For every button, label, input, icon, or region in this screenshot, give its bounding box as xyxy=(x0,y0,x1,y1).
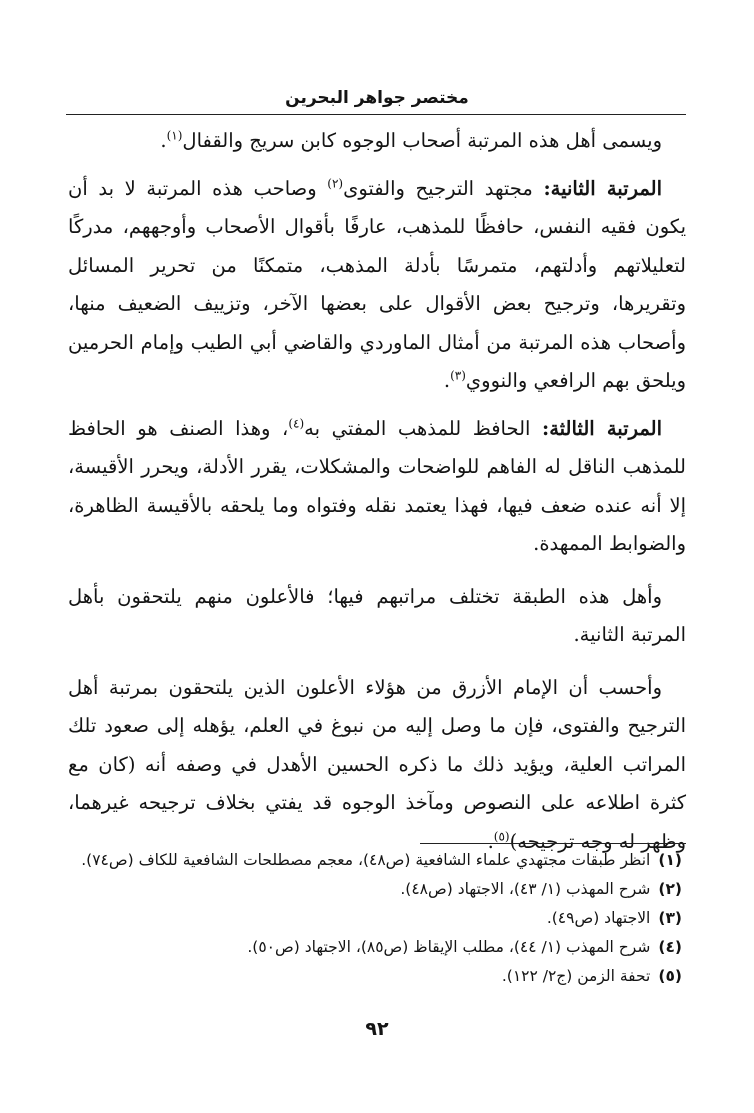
footnote-ref-1: (١) xyxy=(166,128,183,143)
paragraph-2-text-1: مجتهد الترجيح والفتوى xyxy=(343,176,544,200)
paragraph-5-text: وأحسب أن الإمام الأزرق من هؤلاء الأعلون الذين يلتحقون بمرتبة أهل الترجيح والفتوى، فإن ما وصل إليه من نبوغ في العلم، يؤهله إلى صعود تلك المراتب العلية، ويؤيد ذلك ما ذكره الحسين الأهدل في وصفه أنه (كان مع كثرة اطلاعه على النصوص ومآخذ الوجوه قد يفتي بخلاف ترجيحه غيرهما، وظهر له وجه ترجيحه) xyxy=(68,675,686,853)
paragraph-4 xyxy=(68,578,686,655)
footnote-text: تحفة الزمن (ج٢/ ١٢٢). xyxy=(501,967,651,985)
paragraph-2 xyxy=(68,170,686,401)
footnote-number: (١) xyxy=(658,851,682,869)
footnote-item xyxy=(68,904,686,933)
paragraph-5 xyxy=(68,669,686,862)
footnote-number: (٤) xyxy=(658,938,682,956)
paragraph-1-end: . xyxy=(160,129,167,152)
footnote-ref-5: (٥) xyxy=(493,829,510,843)
paragraph-1-text: ويسمى أهل هذه المرتبة أصحاب الوجوه كابن سريج والقفال xyxy=(182,129,662,152)
footnotes xyxy=(68,846,686,991)
footnote-number: (٥) xyxy=(658,967,682,985)
footnote-item xyxy=(68,962,686,991)
paragraph-2-end: . xyxy=(443,369,451,392)
footnote-ref-2: (٢) xyxy=(327,176,344,190)
footnote-text: الاجتهاد (ص٤٩). xyxy=(546,909,651,927)
page-number: ٩٢ xyxy=(365,1018,389,1040)
rank-three-heading: المرتبة الثالثة: xyxy=(542,416,662,440)
header-rule xyxy=(66,114,686,115)
body-text xyxy=(68,122,686,861)
paragraph-3-text-1: الحافظ للمذهب المفتي به xyxy=(304,416,543,440)
rank-two-heading: المرتبة الثانية: xyxy=(543,176,662,200)
running-header: مختصر جواهر البحرين xyxy=(285,88,469,108)
footnote-number: (٢) xyxy=(658,880,682,898)
footnote-rule xyxy=(420,843,686,844)
footnote-text: انظر طبقات مجتهدي علماء الشافعية (ص٤٨)، معجم مصطلحات الشافعية للكاف (ص٧٤). xyxy=(81,851,651,869)
footnote-item xyxy=(68,875,686,904)
footnote-ref-3: (٣) xyxy=(450,368,466,383)
footnote-item xyxy=(68,846,686,875)
paragraph-3-text-2: ، وهذا الصنف هو الحافظ للمذهب الناقل له الفاهم للواضحات والمشكلات، يقرر الأدلة، ويحرر الأقيسة، إلا أنه عنده ضعف فيها، فهذا يعتمد نقله وفتواه وما يلحقه بالأقيسة الظاهرة، والضوابط الممهدة. xyxy=(68,416,686,555)
footnote-text: شرح المهذب (١/ ٤٤)، مطلب الإيقاظ (ص٨٥)، الاجتهاد (ص٥٠). xyxy=(247,938,651,956)
footnote-text: شرح المهذب (١/ ٤٣)، الاجتهاد (ص٤٨). xyxy=(400,880,651,898)
paragraph-4-text: وأهل هذه الطبقة تختلف مراتبهم فيها؛ فالأعلون منهم يلتحقون بأهل المرتبة الثانية. xyxy=(68,584,686,646)
paragraph-2-text-2: وصاحب هذه المرتبة لا بد أن يكون فقيه النفس، حافظًا للمذهب، عارفًا بأقوال الأصحاب وأوجههم، مدركًا لتعليلاتهم وأدلتهم، متمرسًا بأدلة المذهب، متمكنًا من تحرير المسائل وتقريرها، وترجيح بعض الأقوال على بعضها الآخر، وتزييف الضعيف منها، وأصحاب هذه المرتبة من أمثال الماوردي والقاضي أبي الطيب وإمام الحرمين ويلحق بهم الرافعي والنووي xyxy=(68,176,686,392)
footnote-ref-4: (٤) xyxy=(288,416,305,430)
paragraph-3 xyxy=(68,410,686,564)
footnote-item xyxy=(68,933,686,962)
paragraph-5-end: . xyxy=(487,829,494,853)
footnote-number: (٣) xyxy=(658,909,682,927)
paragraph-1 xyxy=(68,122,686,161)
